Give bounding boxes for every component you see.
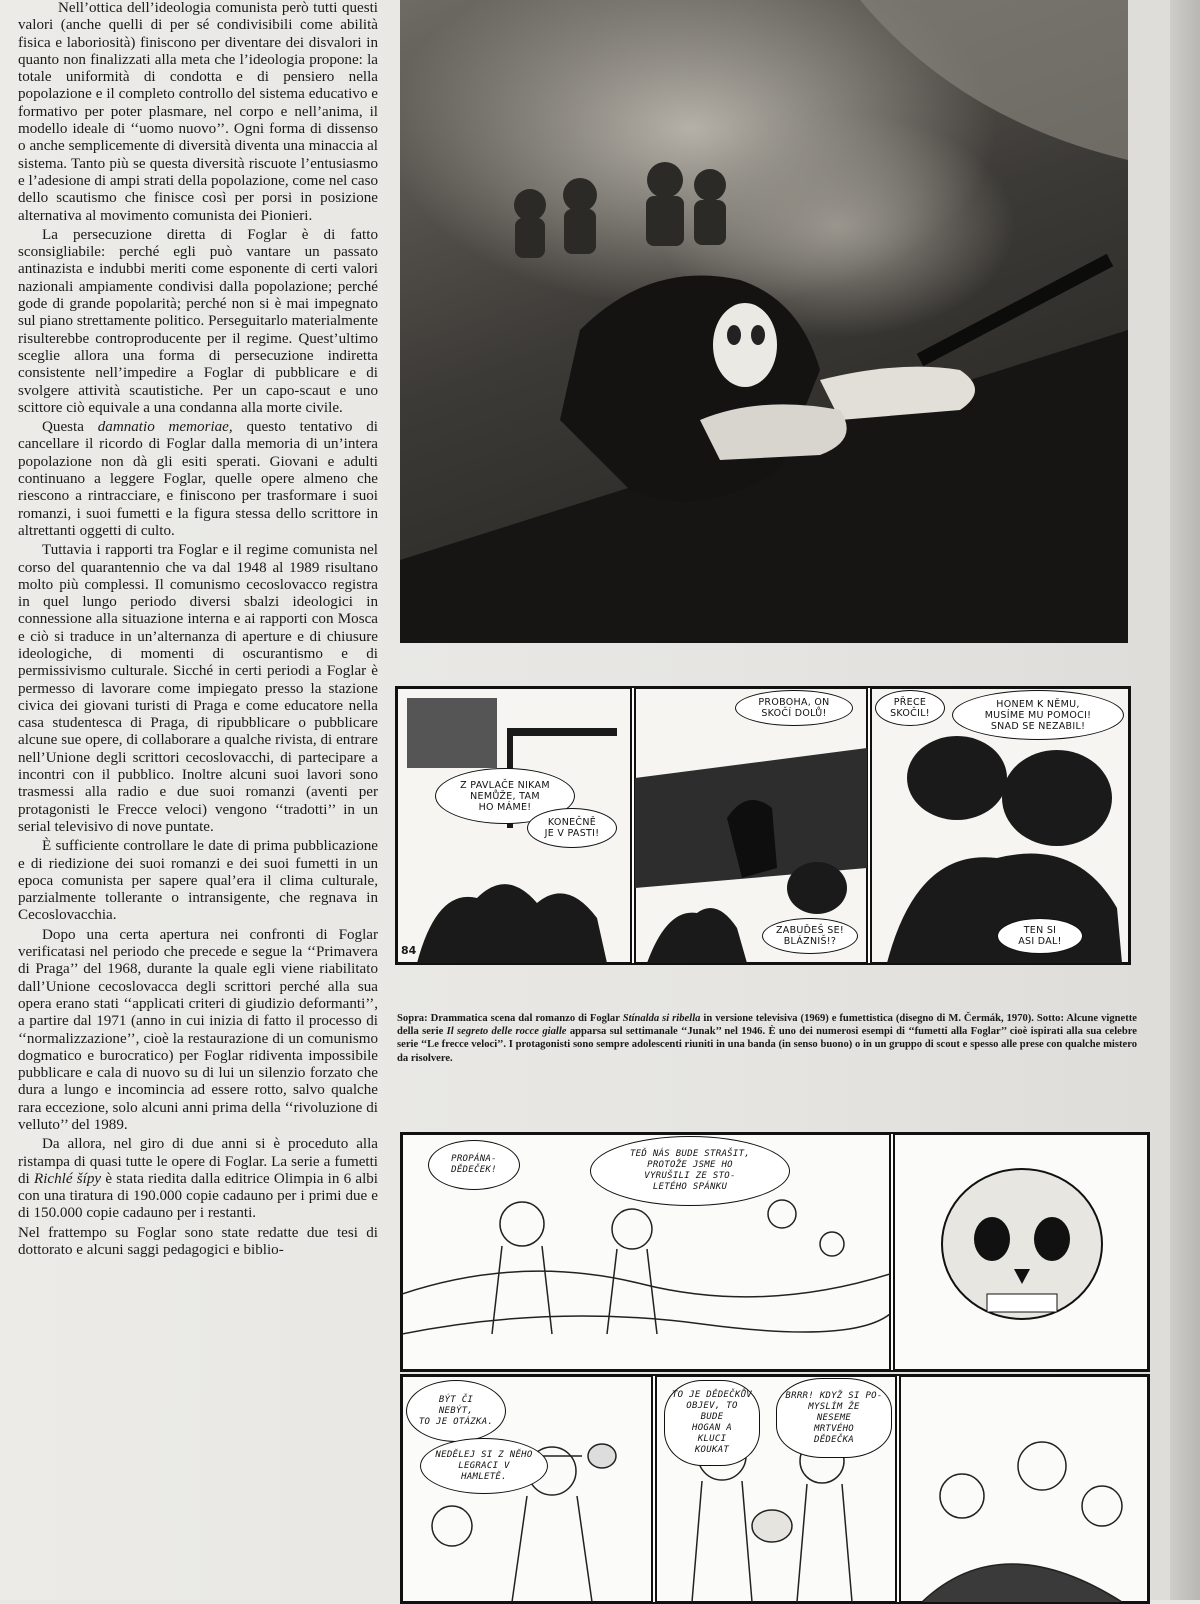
comic-top-panel-number: 84 (401, 944, 417, 957)
photo-arm-left (700, 404, 847, 460)
photo-illustration (400, 0, 1128, 643)
page-edge (1170, 0, 1200, 1600)
comic-top-bubble-2: KONEČNĚ JE V PASTI! (527, 808, 617, 848)
article-column (18, 0, 378, 1600)
article-paragraph-6: Dopo una certa apertura nei confronti di Foglar verificatasi nel periodo che precede e segue la ‘‘Primavera di Praga’’ del 1968, durante la quale egli viene riabilitato dall’Unione cecoslovacca degli scrittori perché alla sua opera erano stati ‘‘applicati criteri di giudizio deformanti’’, a partire dal 1971 (anno in cui inizia di fatto il processo di ‘‘normalizzazione’’, cioè la restaurazione di un comunismo dogmatico e burocratico) per Foglar ridiventa impossibile pubblicare e cala di nuovo su di lui un silenzio forzato che dura a lungo e incomincia ad essere rotto, salvo qualche rara eccezione, solo alcuni anni prima della ‘‘rivoluzione di velluto’’ del 1989. (18, 926, 378, 1133)
photo-cloaked-figure (560, 276, 820, 502)
comic-top-bubble-7: TEN SI ASI DAL! (997, 918, 1083, 954)
p7-italic: Richlé šípy (33, 1170, 102, 1187)
comic-bottom-bubble-6: BRRR! KDYŽ SI PO- MYSLÍM ŽE NESEME MRTVÉHO DĚDEČKA (776, 1378, 892, 1458)
caption-part-c: apparsa sul settimanale ‘‘Junak’’ nel 1946. È uno dei numerosi esempi di ‘‘fumetti alla Foglar’’ cioè ispirati alla sua celebre serie ‘‘Le frecce veloci’’. I protagonisti sono sempre adolescenti riuniti in una banda (in senso buono) o in un gruppo di scout e spesso alle prese con qualche mistero da risolvere. (397, 1026, 1137, 1064)
comic-bottom-row1-skull (942, 1169, 1102, 1319)
p7-rest: è stata riedita dalla editrice Olimpia in 6 albi con una tiratura di 190.000 copie cadauno per i primi due e di 150.000 copie cadauno per i restanti. (18, 1170, 378, 1222)
p3-italic: damnatio memoriae, (97, 419, 233, 436)
comic-strip-bottom-row1 (400, 1132, 1150, 1372)
comic-bottom-bubble-3: BÝT ČI NEBÝT, TO JE OTÁZKA. (406, 1380, 506, 1442)
comic-top-bubble-3: PROBOHA, ON SKOČÍ DOLŮ! (735, 690, 853, 726)
tv-scene-photo (400, 0, 1128, 643)
comic-strip-top (395, 686, 1131, 965)
photo-onlookers (514, 162, 726, 258)
comic-top-bubble-1: Z PAVLAČE NIKAM NEMŮŽE, TAM HO MÁME! (435, 768, 575, 824)
comic-bottom-bubble-4: NEDĚLEJ SI Z NĚHO LEGRACI V HAMLETĚ. (420, 1438, 548, 1494)
p3-lead: Questa (42, 419, 84, 436)
caption-part-b: in versione televisiva (1969) e fumettistica (disegno di M. Čermák, 1970). Sotto: Alcune vignette della serie (397, 1013, 1137, 1038)
p3-rest: questo tentativo di cancellare il ricordo di Foglar dalla memoria di un’intera popolazione non dà gli esiti sperati. Giovani e adulti continuano a leggere Foglar, quelle opere almeno che riescono a rintracciare, e finiscono per trasformare i suoi romanzi, i suoi fumetti e la figura stessa dello scrittore in altrettanti oggetti di culto. (18, 419, 378, 539)
comic-top-bubble-5: PŘECE SKOČIL! (875, 690, 945, 726)
article-paragraph-7 (18, 1136, 378, 1222)
caption-part-a: Sopra: Drammatica scena dal romanzo di Foglar (397, 1013, 620, 1024)
comic-top-bubble-4: ZABUĎEŠ SE! BLÁZNIŠ!? (762, 918, 858, 954)
comic-bottom-bubble-2: TEĎ NÁS BUDE STRAŠIT, PROTOŽE JSME HO VYRUŠILI ZE STO- LETÉHO SPÁNKU (590, 1136, 790, 1206)
comic-top-bubble-6: HONEM K NĚMU, MUSÍME MU POMOCI! SNAD SE NEZABIL! (952, 690, 1124, 740)
article-paragraph-2: La persecuzione diretta di Foglar è di fatto sconsigliabile: perché egli può vantare un passato antinazista e indubbi meriti come esponente di certi valori nazionali ampiamente condivisi dalla popolazione; perché gode di grande popolarità; perché non si è mai impegnato sul piano strettamente politico. Perseguitarlo materialmente risulterebbe controproducente per il regime. Quest’ultimo sceglie allora una forma di persecuzione indiretta consistente nell’impedire a Foglar di pubblicare e di svolgere attività scautistiche. Per un capo-scaut e uno scittore ciò equivale a una condanna alla morte civile. (18, 226, 378, 416)
article-paragraph-5: È sufficiente controllare le date di prima pubblicazione e di riedizione dei suoi romanzi e dei suoi fumetti in un epoca comunista per sapere qual’era il clima culturale, parzialmente tollerante o intransigente, che regnava in Cecoslovacchia. (18, 838, 378, 924)
p7-lead: Da allora, nel giro di due anni si è proceduto alla ristampa di quasi tutte le opere di Foglar. La serie a fumetti di (18, 1136, 378, 1187)
comic-bottom-bubble-5: TO JE DĚDEČKŮV OBJEV, TO BUDE HOGAN A KLUCI KOUKAT (664, 1380, 760, 1466)
photo-rock (860, 0, 1128, 160)
caption-title-1: Stínalda si ribella (622, 1013, 701, 1024)
photo-mask (713, 303, 777, 387)
caption-title-2: Il segreto delle rocce gialle (446, 1026, 567, 1038)
comic-strip-bottom-row2 (400, 1374, 1150, 1604)
article-paragraph-4: Tuttavia i rapporti tra Foglar e il regime comunista nel corso del quarantennio che va dal 1948 al 1989 risultano molto più complessi. Il comunismo cecoslovacco registra in quel lungo periodo diversi sbalzi ideologici in connessione alla situazione interna e ai rapporti con Mosca e ciò si traduce in un’alternanza di aperture e di chiusure ideologiche, di momenti di oscurantismo e di permissivismo culturale. Sicché in certi periodi a Foglar è permesso di lavorare come impiegato presso la stazione civica dei giovani turisti di Praga e come educatore nella casa studentesca di Praga, di ripubblicare o pubblicare alcune sue opere, di collaborare a qualche rivista, di entrare nell’Unione degli scrittori cecoslovacchi, di partecipare a incontri con il pubblico. Inoltre alcuni suoi lavori sono trasmessi alla radio e due suoi romanzi (aventi per protagonisti le Frecce veloci) vengono ‘‘tradotti’’ in un serial televisivo di nove puntate. (18, 542, 378, 835)
figure-caption (397, 1012, 1137, 1065)
comic-bottom-bubble-1: PROPÁNA- DĚDEČEK! (428, 1140, 520, 1190)
article-paragraph-8: Nel frattempo su Foglar sono state redatte due tesi di dottorato e alcuni saggi pedagogici e biblio- (18, 1224, 378, 1259)
article-paragraph-1: Nell’ottica dell’ideologia comunista però tutti questi valori (anche quelli di per sé condivisibili come abilità fisica e laboriosità) finiscono per diventare dei disvalori in quanto non finalizzati alla meta che l’ideologia propone: la totale uniformità di condotta e di pensiero nella popolazione e il completo controllo del sistema educativo e formativo per poter plasmare, nel corpo e nell’anima, il modello ideale di ‘‘uomo nuovo’’. Ogni forma di dissenso o anche semplicemente di diversità diventa una minaccia al sistema. Tanto più se questa diversità riscuote l’entusiasmo e l’adesione di ampi strati della popolazione, come nel caso dello scautismo che finisce così per porsi in posizione alternativa al movimento comunista dei Pionieri. (18, 0, 378, 224)
article-paragraph-3 (18, 419, 378, 540)
